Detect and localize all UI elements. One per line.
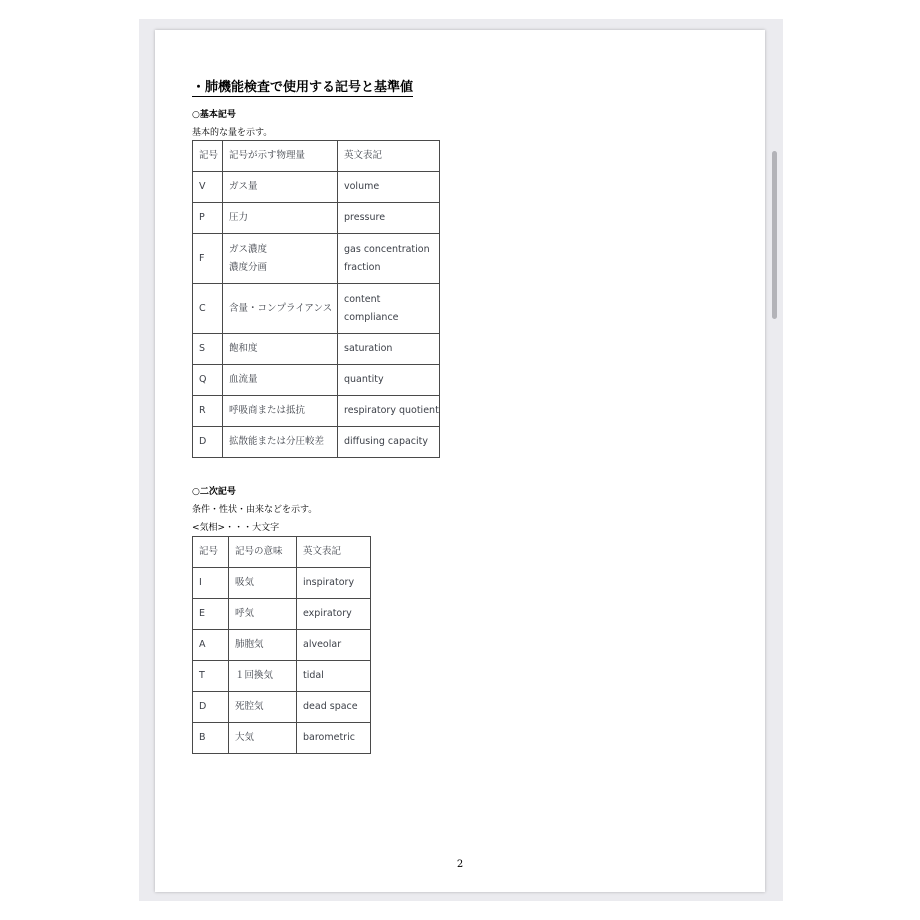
english-cell: [338, 284, 440, 334]
vertical-scrollbar[interactable]: [772, 151, 777, 319]
meaning-cell: 呼気: [229, 599, 297, 630]
table-header-row: [193, 537, 371, 568]
secondary-symbols-description: 条件・性状・由来などを示す。: [192, 505, 318, 515]
quantity-cell: 呼吸商または抵抗: [223, 396, 338, 427]
quantity-cell: 血流量: [223, 365, 338, 396]
table-row: [193, 692, 371, 723]
english-line: gas concentration: [344, 243, 430, 255]
english-cell: volume: [338, 172, 440, 203]
table-header-row: [193, 141, 440, 172]
meaning-cell: 大気: [229, 723, 297, 754]
header-meaning: 記号の意味: [229, 537, 297, 568]
table-row: [193, 568, 371, 599]
quantity-cell: 圧力: [223, 203, 338, 234]
symbol-cell: D: [193, 692, 229, 723]
meaning-cell: 死腔気: [229, 692, 297, 723]
english-cell: [338, 234, 440, 284]
english-cell: pressure: [338, 203, 440, 234]
english-cell: diffusing capacity: [338, 427, 440, 458]
english-cell: tidal: [297, 661, 371, 692]
english-cell: inspiratory: [297, 568, 371, 599]
table-row: [193, 234, 440, 284]
secondary-symbols-table: [192, 536, 371, 754]
quantity-cell: 飽和度: [223, 334, 338, 365]
symbol-cell: Q: [193, 365, 223, 396]
symbol-cell: S: [193, 334, 223, 365]
secondary-symbols-title: ○二次記号: [192, 487, 236, 497]
english-line: compliance: [344, 311, 399, 323]
english-cell: saturation: [338, 334, 440, 365]
meaning-cell: 吸気: [229, 568, 297, 599]
header-english: 英文表記: [297, 537, 371, 568]
header-quantity: 記号が示す物理量: [223, 141, 338, 172]
page-number: 2: [456, 859, 464, 870]
symbol-cell: I: [193, 568, 229, 599]
header-symbol: 記号: [193, 141, 223, 172]
basic-symbols-description: 基本的な量を示す。: [192, 128, 273, 138]
symbol-cell: E: [193, 599, 229, 630]
quantity-line: ガス濃度: [229, 243, 268, 255]
symbol-cell: F: [193, 234, 223, 284]
table-row: [193, 661, 371, 692]
english-cell: alveolar: [297, 630, 371, 661]
quantity-cell: 拡散能または分圧較差: [223, 427, 338, 458]
english-line: fraction: [344, 261, 381, 273]
quantity-cell: [223, 234, 338, 284]
quantity-line: 濃度分画: [229, 261, 268, 273]
symbol-cell: D: [193, 427, 223, 458]
table-row: [193, 427, 440, 458]
symbol-cell: C: [193, 284, 223, 334]
english-cell: respiratory quotient: [338, 396, 440, 427]
symbol-cell: B: [193, 723, 229, 754]
symbol-cell: R: [193, 396, 223, 427]
english-cell: quantity: [338, 365, 440, 396]
english-cell: expiratory: [297, 599, 371, 630]
header-english: 英文表記: [338, 141, 440, 172]
page-heading: ・肺機能検査で使用する記号と基準値: [192, 76, 413, 97]
table-row: [193, 334, 440, 365]
table-row: [193, 599, 371, 630]
symbol-cell: P: [193, 203, 223, 234]
table-row: [193, 630, 371, 661]
symbol-cell: A: [193, 630, 229, 661]
symbol-cell: T: [193, 661, 229, 692]
table-row: [193, 396, 440, 427]
table-row: [193, 365, 440, 396]
table-row: [193, 723, 371, 754]
meaning-cell: 肺胞気: [229, 630, 297, 661]
table-row: [193, 203, 440, 234]
gas-phase-subtitle: <気相>・・・大文字: [192, 523, 280, 533]
table-row: [193, 284, 440, 334]
basic-symbols-title: ○基本記号: [192, 110, 236, 120]
basic-symbols-table: [192, 140, 440, 458]
quantity-cell: 含量・コンプライアンス: [223, 284, 338, 334]
symbol-cell: V: [193, 172, 223, 203]
english-cell: barometric: [297, 723, 371, 754]
english-cell: dead space: [297, 692, 371, 723]
header-symbol: 記号: [193, 537, 229, 568]
english-line: content: [344, 293, 381, 305]
table-row: [193, 172, 440, 203]
quantity-cell: ガス量: [223, 172, 338, 203]
meaning-cell: １回換気: [229, 661, 297, 692]
